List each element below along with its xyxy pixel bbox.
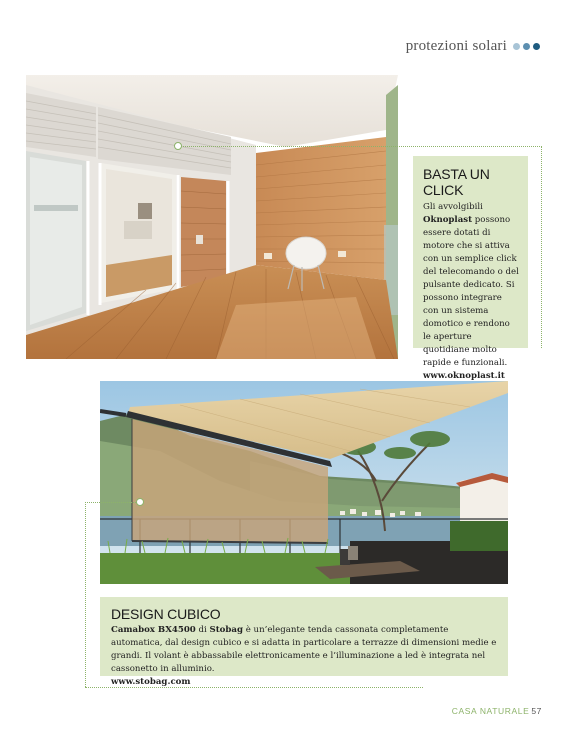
- article-body-part: di: [195, 625, 210, 635]
- article-box-basta-un-click: [413, 156, 528, 381]
- article-body-part: è un’elegante tenda cassonata completamente automatica, dal design cubico e si adatta in particolare a terrazze di dimensioni medie e grandi. Il volant è abbassabile elettronicamente e l’illuminazione a led è integrata nel cassonetto in alluminio.: [111, 625, 497, 674]
- article-box-design-cubico: [100, 597, 508, 687]
- article-title: DESIGN CUBICO: [111, 606, 221, 622]
- article-body-part: Gli avvolgibili: [423, 202, 483, 212]
- brand-name: Stobag: [209, 625, 243, 635]
- dotted-connector-2a: [85, 502, 140, 503]
- dotted-connector-1a: [178, 146, 542, 147]
- article-body-part: possono essere dotati di motore che si attiva con un semplice click del telecomando o del pulsante dedicato. Si possono integrare con un sistema domotico e rendono le aperture quotidiane molto rapide e funzionali.: [423, 215, 519, 368]
- dotted-connector-2b: [85, 502, 86, 687]
- marker-dot-1: [174, 142, 182, 150]
- section-title: protezioni solari: [405, 38, 507, 54]
- terrace-shutters-photo: [26, 75, 398, 359]
- brand-url[interactable]: www.stobag.com: [111, 677, 191, 687]
- marker-dot-2: [136, 498, 144, 506]
- article-body: [423, 201, 520, 383]
- section-header: [406, 38, 540, 55]
- dot-dark: [533, 43, 540, 50]
- product-name: Camabox BX4500: [111, 625, 196, 635]
- page-number: 57: [531, 706, 542, 716]
- brand-url[interactable]: www.oknoplast.it: [423, 371, 505, 381]
- magazine-name: CASA NATURALE: [451, 706, 530, 716]
- awning-terrace-photo: [100, 381, 508, 584]
- brand-name: Oknoplast: [423, 215, 473, 225]
- dotted-connector-1b: [541, 146, 542, 348]
- article-body: [111, 624, 498, 689]
- dot-medium: [523, 43, 530, 50]
- section-dots: [513, 43, 540, 50]
- dot-light: [513, 43, 520, 50]
- article-title: BASTA UN CLICK: [423, 166, 490, 198]
- page-footer: [452, 706, 542, 716]
